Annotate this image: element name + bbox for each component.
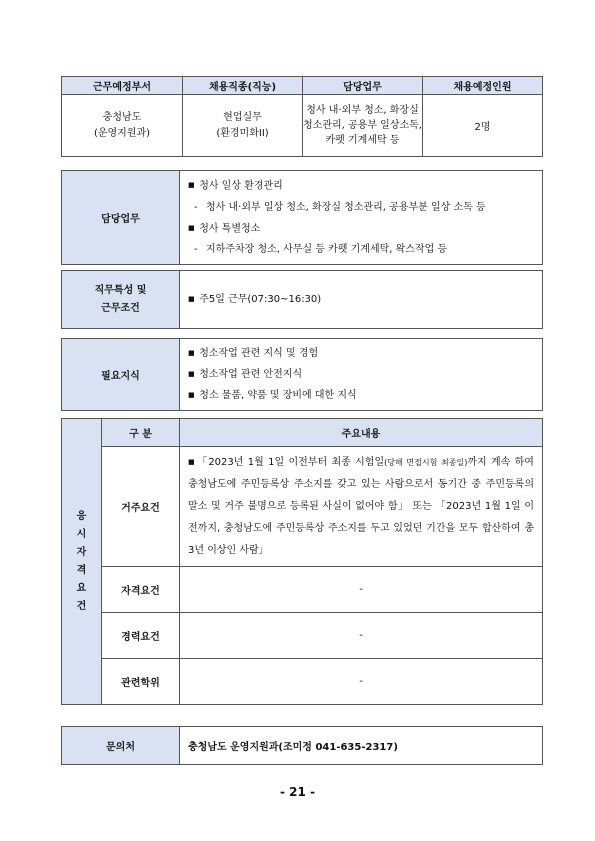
bullet-icon: ■ [188, 223, 195, 232]
department-cell [62, 95, 183, 157]
eligibility-side-label: 응 시 자 격 요 건 [62, 419, 102, 705]
duty-item-3: ■ 청사 특별청소 [188, 218, 534, 240]
duty-item-4: - 지하주차장 청소, 사무실 등 카펫 기계세탁, 왁스작업 등 [188, 239, 534, 260]
knowledge-item-2: ■ 청소작업 관련 안전지식 [188, 364, 534, 385]
knowledge-item-1: ■ 청소작업 관련 지식 및 경험 [188, 343, 534, 364]
job-sub: (환경미화II) [216, 127, 269, 139]
duty-label: 담당업무 [62, 171, 180, 265]
header-job-type: 채용직종(직능) [183, 77, 303, 95]
header-duty: 담당업무 [303, 77, 423, 95]
headcount-cell: 2명 [423, 95, 543, 157]
knowledge-item-3: ■ 청소 물품, 약품 및 장비에 대한 지식 [188, 385, 534, 406]
department-name: 충청남도 [102, 111, 142, 123]
conditions-item: ■ 주5일 근무(07:30~16:30) [188, 289, 534, 310]
job-name: 현업실무 [223, 111, 262, 123]
knowledge-section [61, 338, 543, 411]
conditions-label: 직무특성 및 근무조건 [62, 271, 180, 329]
dash-icon: - [194, 244, 198, 255]
eligibility-section [61, 418, 543, 705]
major-label: 관련학위 [102, 659, 180, 705]
bullet-icon: ■ [188, 295, 195, 303]
bullet-icon: ■ [188, 370, 195, 378]
page-number: - 21 - [279, 785, 315, 799]
contact-label: 문의처 [62, 727, 180, 765]
experience-value: - [180, 613, 543, 659]
qualification-label: 자격요건 [102, 567, 180, 613]
residence-content: ■「2023년 1월 1일 이전부터 최종 시험일(당해 면접시험 최종일)까지 계속 하여 충청남도에 주민등록상 주소지를 갖고 있는 사람으로서 동기간 중 주민등록의 말소 및 거주 불명으로 등록된 사실이 없어야 함」 또는 「2023년 1월 1일 이전까지, 충청남도에 주민등록상 주소지를 두고 있었던 기간을 모두 합산하여 총 3년 이상인 사람」 [180, 447, 543, 567]
major-value: - [180, 659, 543, 705]
knowledge-content [180, 339, 543, 411]
job-cell [183, 95, 303, 157]
contact-section [61, 726, 543, 765]
header-headcount: 채용예정인원 [423, 77, 543, 95]
contact-value: 충청남도 운영지원과(조미정 041-635-2317) [180, 727, 543, 765]
experience-label: 경력요건 [102, 613, 180, 659]
duty-section [61, 170, 543, 265]
conditions-section [61, 270, 543, 329]
duty-line-3: 카펫 기계세탁 등 [325, 135, 400, 146]
department-sub: (운영지원과) [93, 127, 151, 139]
conditions-content [180, 271, 543, 329]
eligibility-col-header-1: 구 분 [102, 419, 180, 447]
bullet-icon: ■ [188, 458, 195, 466]
duty-item-1: ■ 청사 일상 환경관리 [188, 175, 534, 197]
bullet-icon: ■ [188, 391, 195, 399]
duty-line-1: 청사 내·외부 청소, 화장실 [306, 105, 419, 116]
recruitment-summary-table [61, 76, 543, 157]
bullet-icon: ■ [188, 181, 195, 189]
eligibility-col-header-2: 주요내용 [180, 419, 543, 447]
header-department: 근무예정부서 [62, 77, 183, 95]
knowledge-label: 필요지식 [62, 339, 180, 411]
residence-label: 거주요건 [102, 447, 180, 567]
duty-line-2: 청소관리, 공용부 일상소독, [303, 120, 422, 131]
duty-item-2: - 청사 내·외부 일상 청소, 화장실 청소관리, 공용부분 일상 소독 등 [188, 197, 534, 218]
dash-icon: - [194, 201, 198, 213]
duty-cell [303, 95, 423, 157]
bullet-icon: ■ [188, 349, 195, 357]
qualification-value: - [180, 567, 543, 613]
duty-content [180, 171, 543, 265]
